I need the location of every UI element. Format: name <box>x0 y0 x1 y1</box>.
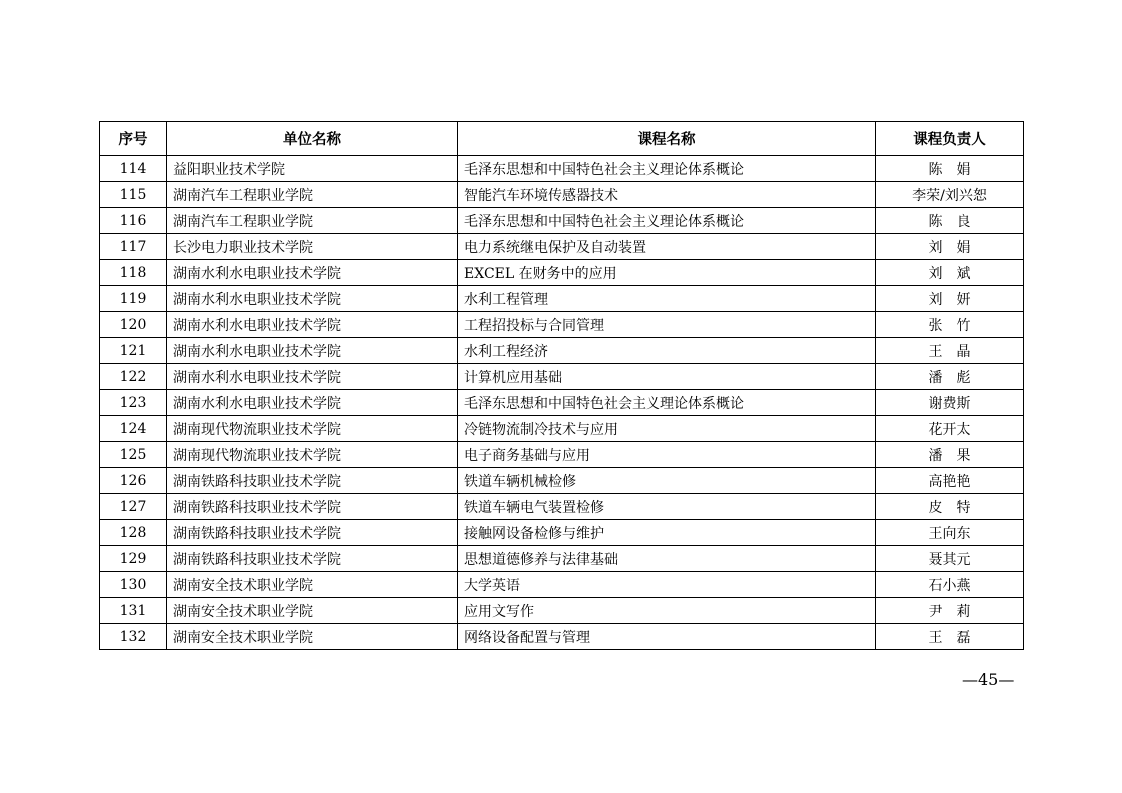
table-row <box>100 390 1024 416</box>
cell-course: 毛泽东思想和中国特色社会主义理论体系概论 <box>458 208 876 234</box>
cell-unit: 湖南水利水电职业技术学院 <box>167 260 458 286</box>
cell-lead: 王 磊 <box>876 624 1024 650</box>
cell-lead: 高艳艳 <box>876 468 1024 494</box>
cell-unit: 湖南现代物流职业技术学院 <box>167 416 458 442</box>
cell-unit: 湖南安全技术职业学院 <box>167 572 458 598</box>
cell-unit: 长沙电力职业技术学院 <box>167 234 458 260</box>
cell-course: 工程招投标与合同管理 <box>458 312 876 338</box>
table-row <box>100 208 1024 234</box>
cell-course: 铁道车辆机械检修 <box>458 468 876 494</box>
cell-lead: 刘 娟 <box>876 234 1024 260</box>
header-seq: 序号 <box>100 122 167 156</box>
table-row <box>100 494 1024 520</box>
table-row <box>100 260 1024 286</box>
cell-lead: 王向东 <box>876 520 1024 546</box>
header-lead: 课程负责人 <box>876 122 1024 156</box>
table-row <box>100 572 1024 598</box>
cell-unit: 湖南水利水电职业技术学院 <box>167 338 458 364</box>
cell-course: 冷链物流制冷技术与应用 <box>458 416 876 442</box>
cell-course: 应用文写作 <box>458 598 876 624</box>
cell-lead: 张 竹 <box>876 312 1024 338</box>
cell-seq: 114 <box>100 156 167 182</box>
cell-course: 电力系统继电保护及自动装置 <box>458 234 876 260</box>
cell-unit: 湖南安全技术职业学院 <box>167 624 458 650</box>
cell-unit: 湖南铁路科技职业技术学院 <box>167 494 458 520</box>
cell-course: 毛泽东思想和中国特色社会主义理论体系概论 <box>458 390 876 416</box>
table-row <box>100 312 1024 338</box>
table-row <box>100 442 1024 468</box>
cell-seq: 124 <box>100 416 167 442</box>
table-row <box>100 156 1024 182</box>
cell-unit: 湖南水利水电职业技术学院 <box>167 364 458 390</box>
page-number: —45— <box>962 670 1015 689</box>
table-row <box>100 338 1024 364</box>
table-row <box>100 286 1024 312</box>
table-row <box>100 364 1024 390</box>
cell-seq: 116 <box>100 208 167 234</box>
header-course: 课程名称 <box>458 122 876 156</box>
cell-lead: 谢费斯 <box>876 390 1024 416</box>
header-unit: 单位名称 <box>167 122 458 156</box>
cell-course: 接触网设备检修与维护 <box>458 520 876 546</box>
cell-seq: 128 <box>100 520 167 546</box>
cell-lead: 潘 彪 <box>876 364 1024 390</box>
cell-seq: 115 <box>100 182 167 208</box>
cell-unit: 湖南铁路科技职业技术学院 <box>167 546 458 572</box>
cell-seq: 126 <box>100 468 167 494</box>
cell-course: 电子商务基础与应用 <box>458 442 876 468</box>
cell-unit: 湖南铁路科技职业技术学院 <box>167 468 458 494</box>
cell-course: 水利工程经济 <box>458 338 876 364</box>
cell-lead: 尹 莉 <box>876 598 1024 624</box>
cell-course: 毛泽东思想和中国特色社会主义理论体系概论 <box>458 156 876 182</box>
cell-seq: 118 <box>100 260 167 286</box>
cell-course: 铁道车辆电气装置检修 <box>458 494 876 520</box>
table-row <box>100 598 1024 624</box>
cell-seq: 120 <box>100 312 167 338</box>
cell-course: 网络设备配置与管理 <box>458 624 876 650</box>
cell-seq: 129 <box>100 546 167 572</box>
table-row <box>100 234 1024 260</box>
cell-lead: 刘 斌 <box>876 260 1024 286</box>
table-header-row <box>100 122 1024 156</box>
table-row <box>100 546 1024 572</box>
cell-unit: 益阳职业技术学院 <box>167 156 458 182</box>
table-row <box>100 182 1024 208</box>
cell-course: EXCEL 在财务中的应用 <box>458 260 876 286</box>
cell-course: 大学英语 <box>458 572 876 598</box>
cell-seq: 121 <box>100 338 167 364</box>
cell-seq: 123 <box>100 390 167 416</box>
cell-lead: 聂其元 <box>876 546 1024 572</box>
cell-seq: 125 <box>100 442 167 468</box>
table-row <box>100 468 1024 494</box>
cell-seq: 131 <box>100 598 167 624</box>
cell-lead: 李荣/刘兴恕 <box>876 182 1024 208</box>
cell-seq: 127 <box>100 494 167 520</box>
cell-course: 智能汽车环境传感器技术 <box>458 182 876 208</box>
cell-course: 思想道德修养与法律基础 <box>458 546 876 572</box>
cell-lead: 皮 特 <box>876 494 1024 520</box>
cell-seq: 122 <box>100 364 167 390</box>
table-row <box>100 624 1024 650</box>
cell-lead: 陈 娟 <box>876 156 1024 182</box>
course-table <box>99 121 1024 650</box>
cell-lead: 石小燕 <box>876 572 1024 598</box>
cell-lead: 潘 果 <box>876 442 1024 468</box>
table-body <box>100 156 1024 650</box>
cell-unit: 湖南水利水电职业技术学院 <box>167 286 458 312</box>
cell-unit: 湖南水利水电职业技术学院 <box>167 312 458 338</box>
cell-lead: 王 晶 <box>876 338 1024 364</box>
cell-lead: 刘 妍 <box>876 286 1024 312</box>
table-row <box>100 520 1024 546</box>
cell-unit: 湖南汽车工程职业学院 <box>167 182 458 208</box>
cell-seq: 130 <box>100 572 167 598</box>
cell-course: 水利工程管理 <box>458 286 876 312</box>
cell-seq: 117 <box>100 234 167 260</box>
cell-seq: 119 <box>100 286 167 312</box>
table-row <box>100 416 1024 442</box>
cell-unit: 湖南水利水电职业技术学院 <box>167 390 458 416</box>
cell-lead: 陈 良 <box>876 208 1024 234</box>
cell-unit: 湖南铁路科技职业技术学院 <box>167 520 458 546</box>
cell-unit: 湖南现代物流职业技术学院 <box>167 442 458 468</box>
cell-seq: 132 <box>100 624 167 650</box>
cell-unit: 湖南安全技术职业学院 <box>167 598 458 624</box>
cell-lead: 花开太 <box>876 416 1024 442</box>
cell-unit: 湖南汽车工程职业学院 <box>167 208 458 234</box>
cell-course: 计算机应用基础 <box>458 364 876 390</box>
